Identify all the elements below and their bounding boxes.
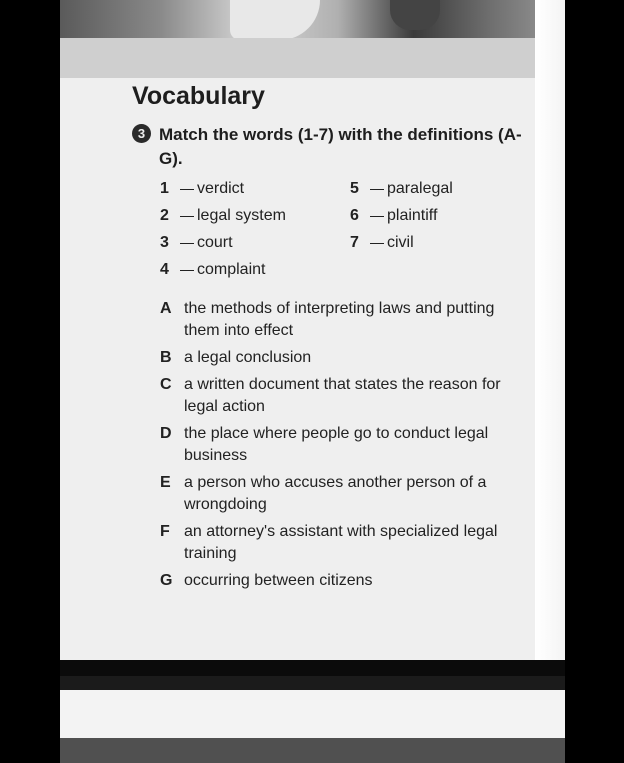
answer-blank — [180, 270, 194, 271]
word-number: 5 — [350, 180, 359, 197]
definition-item — [160, 374, 530, 418]
section-title: Vocabulary — [132, 82, 265, 110]
definition-item — [160, 298, 530, 342]
definition-text: a legal conclusion — [184, 349, 312, 366]
definition-text: a written document that states the reason for legal action — [184, 376, 501, 415]
word-item — [160, 180, 244, 198]
word-number: 1 — [160, 180, 169, 197]
answer-blank — [180, 243, 194, 244]
definition-text: the place where people go to conduct legal business — [184, 425, 489, 464]
definition-letter: D — [160, 425, 172, 442]
answer-blank — [180, 189, 194, 190]
word-number: 6 — [350, 207, 359, 224]
word-text: court — [197, 234, 233, 251]
instruction-text: Match the words (1-7) with the definitions (A-G). — [159, 125, 522, 168]
exercise-number-icon: 3 — [132, 124, 151, 143]
answer-blank — [370, 243, 384, 244]
definition-item — [160, 347, 530, 369]
definition-list — [160, 298, 530, 597]
exercise-instruction — [132, 123, 532, 171]
photo-figure-dark — [390, 0, 440, 30]
definition-letter: C — [160, 376, 172, 393]
definition-item — [160, 521, 530, 565]
definition-letter: E — [160, 474, 171, 491]
definition-item — [160, 472, 530, 516]
definition-letter: B — [160, 349, 172, 366]
page-edge — [535, 0, 565, 660]
photo-figure-light — [230, 0, 320, 40]
footer-bar — [60, 660, 565, 676]
word-text: civil — [387, 234, 414, 251]
definition-text: a person who accuses another person of a wrongdoing — [184, 474, 487, 513]
definition-text: occurring between citizens — [184, 572, 373, 589]
definition-item — [160, 423, 530, 467]
word-text: paralegal — [387, 180, 453, 197]
word-text: legal system — [197, 207, 286, 224]
word-item — [350, 207, 437, 225]
word-item — [350, 180, 453, 198]
definition-text: the methods of interpreting laws and putting them into effect — [184, 300, 495, 339]
word-list — [160, 180, 540, 290]
answer-blank — [370, 189, 384, 190]
word-number: 7 — [350, 234, 359, 251]
definition-letter: G — [160, 572, 173, 589]
word-number: 2 — [160, 207, 169, 224]
definition-text: an attorney's assistant with specialized legal training — [184, 523, 498, 562]
definition-letter: A — [160, 300, 172, 317]
page-header-band — [60, 38, 565, 78]
header-photo — [60, 0, 565, 40]
word-text: plaintiff — [387, 207, 438, 224]
word-text: complaint — [197, 261, 266, 278]
answer-blank — [370, 216, 384, 217]
word-item — [160, 207, 286, 225]
definition-letter: F — [160, 523, 170, 540]
footer-gray-bar — [60, 738, 565, 763]
word-item — [160, 261, 265, 279]
definition-item — [160, 570, 530, 592]
word-item — [350, 234, 414, 252]
footer-bar-dark — [60, 676, 565, 690]
word-item — [160, 234, 233, 252]
word-number: 4 — [160, 261, 169, 278]
word-text: verdict — [197, 180, 245, 197]
answer-blank — [180, 216, 194, 217]
word-number: 3 — [160, 234, 169, 251]
footer-blank-area — [60, 690, 565, 738]
